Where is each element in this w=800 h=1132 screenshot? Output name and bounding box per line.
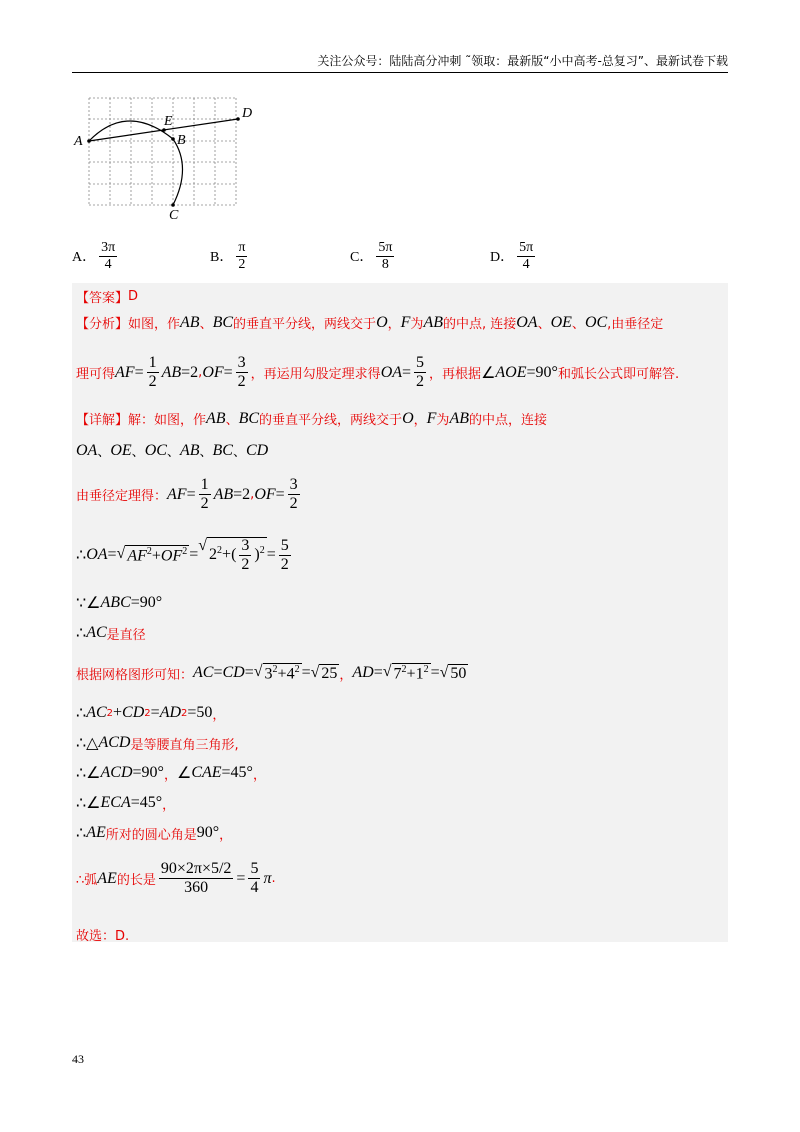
detail-line-12: ∴ AE 所对的圆心角是 90° ，: [76, 824, 233, 843]
label-D: D: [242, 106, 253, 121]
detail-line-8: ∴ AC 2 + CD 2 = AD 2 =50 ，: [76, 704, 226, 723]
answer-line: 【答案】 D: [76, 289, 139, 306]
detail-line-4: ∴ OA = √ $AF^2+OF^2$ = √ $2^2+$( $\frac{3}{2}$ )$^2$ = $\frac{5}{2}$: [76, 536, 289, 573]
option-b[interactable]: B． $\frac{\pi}{2}$: [210, 239, 246, 272]
detail-line-10: ∴∠ ACD =90° ， ∠ CAE =45° ，: [76, 764, 266, 783]
solution-box: [72, 283, 728, 942]
option-a[interactable]: A． $\frac{3\pi}{4}$: [72, 239, 116, 272]
point-A: [87, 139, 91, 143]
option-c[interactable]: C． $\frac{5\pi}{8}$: [350, 239, 393, 272]
page-header: [72, 52, 728, 73]
detail-line-11: ∴∠ ECA =45° ，: [76, 794, 176, 813]
point-B: [171, 137, 175, 141]
detail-line-9: ∴△ ACD 是等腰直角三角形,: [76, 734, 239, 753]
label-B: B: [177, 133, 186, 148]
label-A: A: [74, 134, 83, 149]
grid: [89, 98, 236, 205]
label-E: E: [164, 114, 173, 129]
answer-options: [72, 238, 732, 274]
option-d[interactable]: D． $\frac{5\pi}{4}$: [490, 239, 534, 272]
page-number: 43: [72, 1052, 84, 1066]
final-answer: 故选：D.: [76, 929, 130, 944]
detail-line-7: 根据网格图形可知： AC = CD = √ $3^2+4^2$ = √ 25 ， AD = √ $7^2+1^2$ = √ 50: [76, 663, 467, 683]
detail-line-2: OA 、 OE 、 OC 、 AB 、 BC 、 CD: [76, 441, 269, 460]
detail-line-6: ∴ AC 是直径: [76, 624, 146, 643]
detail-line-1: 【详解】 解：如图，作 AB 、 BC 的垂直平分线，两线交于 O ， F 为 AB 的中点，连接: [76, 409, 547, 428]
label-C: C: [169, 208, 179, 223]
detail-line-13: ∴弧 AE 的长是 $\frac{90\times 2\pi\times 5/2}{360}$ = $\frac{5}{4}$ π .: [76, 860, 276, 896]
geometry-figure: [72, 92, 272, 224]
point-C: [171, 203, 175, 207]
detail-line-5: ∵∠ ABC =90°: [76, 594, 163, 612]
header-text: 关注公众号：陆陆高分冲刺 ˜领取：最新版“小中高考-总复习”、最新试卷下载: [317, 54, 728, 68]
point-D: [236, 117, 240, 121]
analysis-line-1: 【分析】 如图，作 AB 、 BC 的垂直平分线，两线交于 O ， F 为 AB 的中点, 连接 OA 、 OE 、 OC ,由垂径定: [76, 313, 664, 332]
analysis-line-2: 理可得 AF = $\frac{1}{2}$ AB =2 , OF = $\frac{3}{2}$ ，再运用勾股定理求得 OA = $\frac{5}{2}$ ，再根据 ∠ AOE =90° 和弧长公式即可解答.: [76, 354, 680, 390]
detail-line-3: 由垂径定理得： AF = $\frac{1}{2}$ AB =2 , OF = $\frac{3}{2}$: [76, 476, 298, 512]
